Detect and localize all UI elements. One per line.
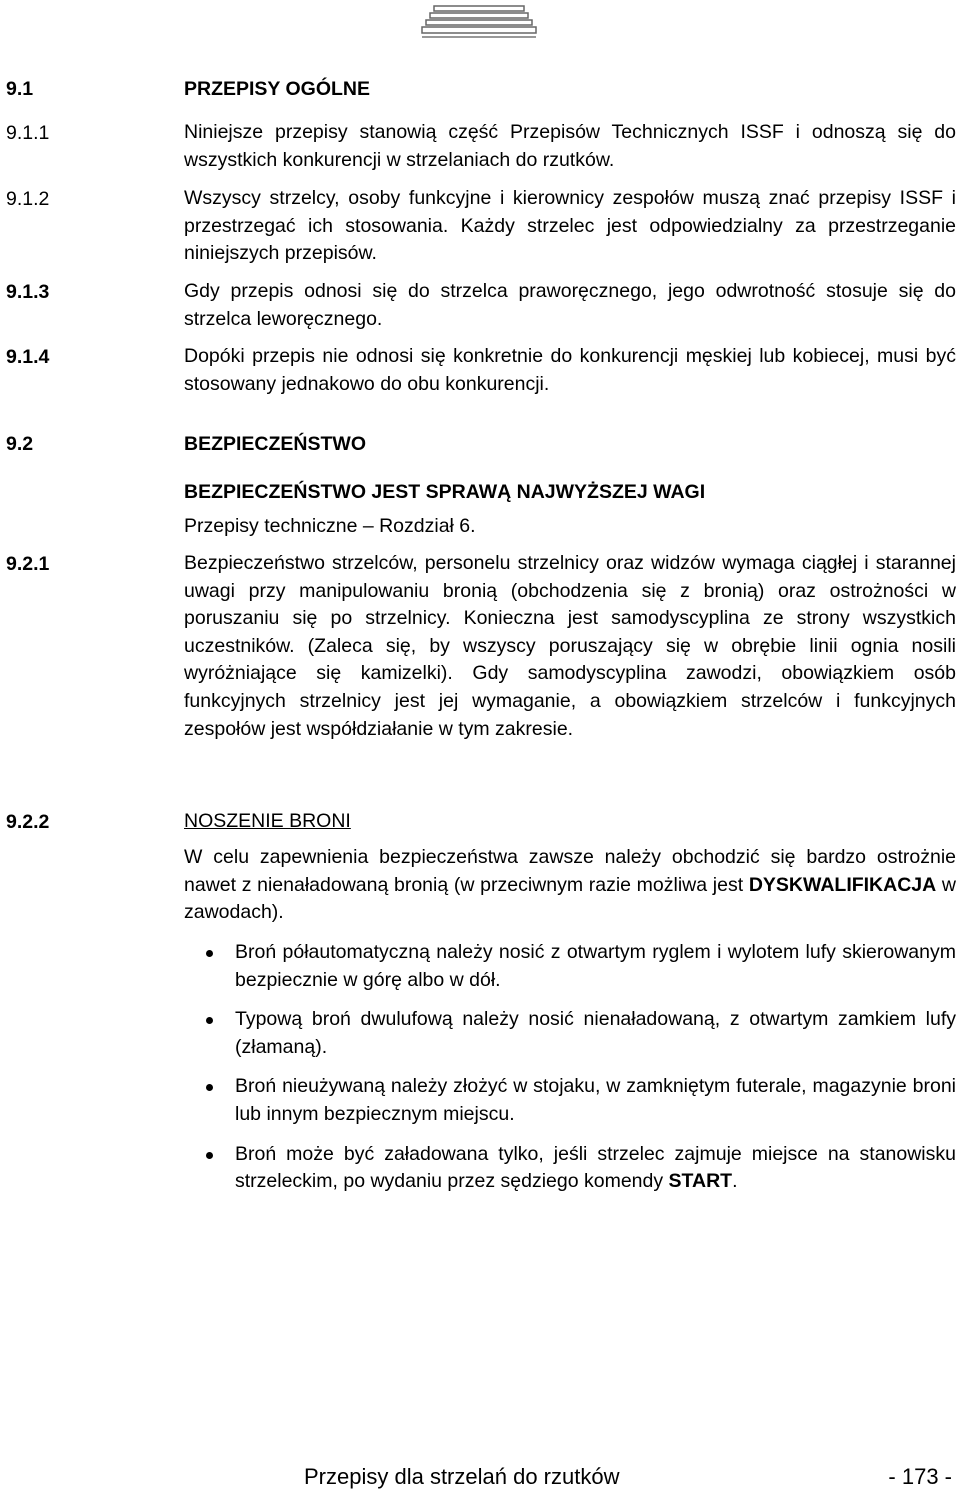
page-number: - 173 - [888,1464,952,1489]
section-number: 9.2 [6,433,34,455]
list-item-text-end: . [732,1170,738,1193]
rule-text: Gdy przepis odnosi się do strzelca praworęcznego, jego odwrotność stosuje się do strzelca leworęcznego. [184,280,956,330]
safety-subtitle: BEZPIECZEŃSTWO JEST SPRAWĄ NAJWYŻSZEJ WAGI [184,481,706,503]
list-item [184,1073,956,1128]
list-item-text: Broń nieużywaną należy złożyć w stojaku, w zamkniętym futerale, magazynie broni lub innym bezpiecznym miejscu. [235,1075,956,1125]
rule-text: Niniejsze przepisy stanowią część Przepisów Technicznych ISSF i odnoszą się do wszystkich konkurencji w strzelaniach do rzutków. [184,121,956,171]
section-title: BEZPIECZEŃSTWO [184,433,367,455]
bullet-icon [206,950,213,957]
section-number: 9.1 [6,78,34,100]
rule-text [184,844,956,927]
rule-number: 9.1.2 [6,188,50,210]
section-title: PRZEPISY OGÓLNE [184,78,371,100]
list-item-text-start: Broń może być załadowana tylko, jeśli strzelec zajmuje miejsce na stanowisku strzeleckim, po wydaniu przez sędziego komendy [235,1142,956,1193]
list-item [184,939,956,994]
rule-number: 9.2.1 [6,553,50,575]
list-item-text: Broń półautomatyczną należy nosić z otwartym ryglem i wylotem lufy skierowanym bezpiecznie w górę albo w dół. [235,941,956,991]
rule-text: Wszyscy strzelcy, osoby funkcyjne i kierownicy zespołów muszą znać przepisy ISSF i przestrzegać ich stosowania. Każdy strzelec jest odpowiedzialny za przestrzeganie niniejszych przepisów. [184,187,956,265]
bullet-icon [206,1084,213,1091]
list-item [184,1006,956,1061]
bullet-icon [206,1152,213,1159]
list-item [184,1141,956,1196]
footer-title: Przepisy dla strzelań do rzutków [304,1464,620,1489]
list-item-text: Typową broń dwulufową należy nosić nienaładowaną, z otwartym zamkiem lufy (złamaną). [235,1008,956,1058]
rule-number: 9.1.1 [6,122,50,144]
disqualification-term: DYSKWALIFIKACJA [748,873,937,896]
intro-text-end: w zawodach). [184,873,956,924]
chapter-reference: Przepisy techniczne – Rozdział 6. [184,515,476,537]
rule-text: Bezpieczeństwo strzelców, personelu strzelnicy oraz widzów wymaga ciągłej i starannej uwagi przy manipulowaniu bronią (obchodzenia się z bronią) oraz ostrożności w poruszaniu się po strzelnicy. Konieczna jest samodyscyplina ze strony wszystkich uczestników. (Zaleca się, by wszyscy poruszający się w obrębie linii ognia nosili wyróżniające się kamizelki). Gdy samodyscyplina zawodzi, obowiązkiem osób funkcyjnych strzelnicy jest jej wymaganie, a obowiązkiem strzelców i funkcyjnych zespołów jest współdziałanie w tym zakresie. [184,552,956,740]
rule-number: 9.2.2 [6,811,50,833]
start-command: START [668,1170,733,1193]
rule-number: 9.1.3 [6,281,50,303]
bullet-icon [206,1017,213,1024]
intro-text-start: W celu zapewnienia bezpieczeństwa zawsze należy obchodzić się bardzo ostrożnie nawet z nienaładowaną bronią (w przeciwnym razie możliwa jest [184,846,956,896]
carrying-rules-list [184,939,956,1208]
rule-number: 9.1.4 [6,346,50,368]
rule-text: Dopóki przepis nie odnosi się konkretnie do konkurencji męskiej lub kobiecej, musi być stosowany jednakowo do obu konkurencji. [184,345,956,395]
issf-logo-icon [420,4,538,40]
rule-title: NOSZENIE BRONI [184,810,351,832]
list-item-text [235,1143,956,1193]
